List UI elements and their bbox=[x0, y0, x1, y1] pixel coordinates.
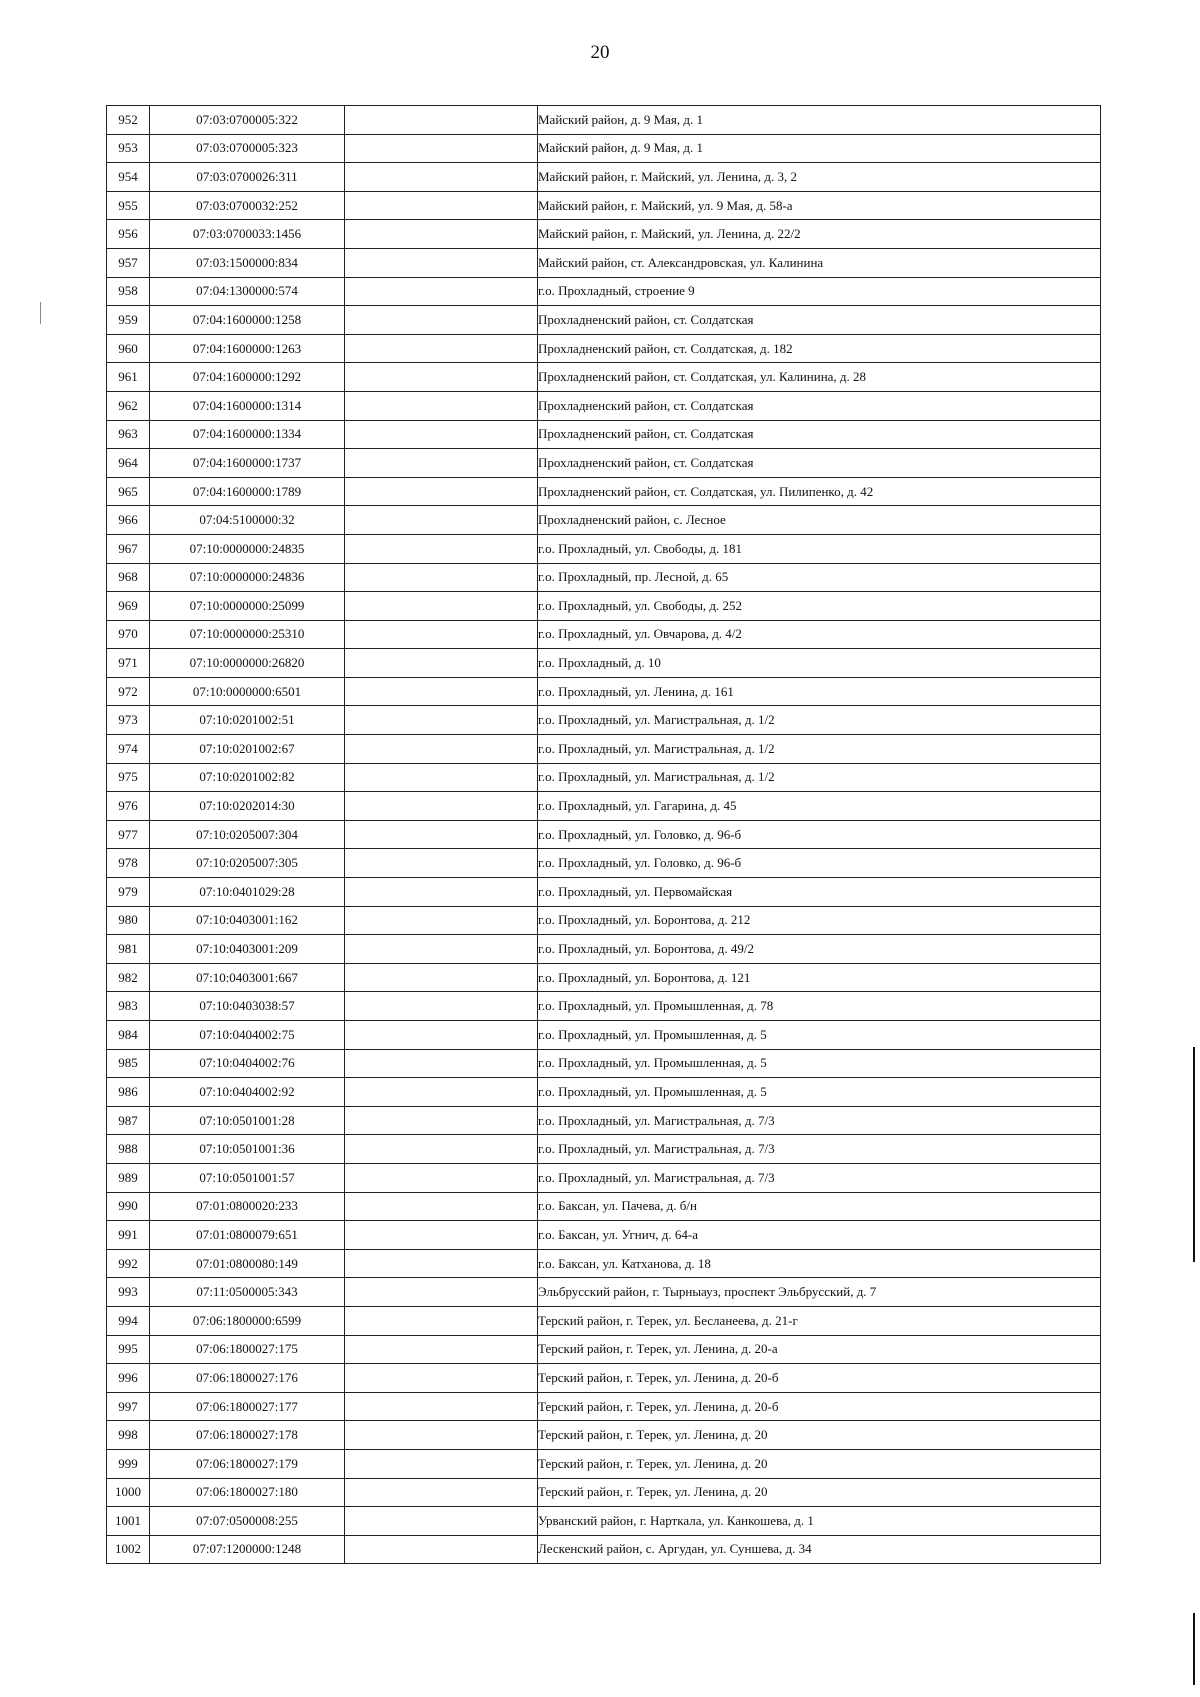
row-number-cell: 979 bbox=[107, 878, 150, 907]
row-number-cell: 958 bbox=[107, 277, 150, 306]
empty-cell bbox=[345, 1335, 538, 1364]
empty-cell bbox=[345, 1249, 538, 1278]
address-cell: г.о. Прохладный, ул. Свободы, д. 252 bbox=[538, 592, 1101, 621]
row-number-cell: 976 bbox=[107, 792, 150, 821]
address-cell: г.о. Прохладный, пр. Лесной, д. 65 bbox=[538, 563, 1101, 592]
row-number-cell: 977 bbox=[107, 820, 150, 849]
table-row bbox=[107, 992, 1101, 1021]
address-cell: г.о. Прохладный, ул. Головко, д. 96-б bbox=[538, 849, 1101, 878]
address-cell: г.о. Прохладный, ул. Магистральная, д. 7/3 bbox=[538, 1163, 1101, 1192]
row-number-cell: 972 bbox=[107, 677, 150, 706]
row-number-cell: 1001 bbox=[107, 1507, 150, 1536]
table-row bbox=[107, 1335, 1101, 1364]
cadastral-number-cell: 07:10:0000000:25310 bbox=[150, 620, 345, 649]
cadastral-number-cell: 07:01:0800020:233 bbox=[150, 1192, 345, 1221]
empty-cell bbox=[345, 1135, 538, 1164]
row-number-cell: 955 bbox=[107, 191, 150, 220]
cadastral-number-cell: 07:04:1600000:1263 bbox=[150, 334, 345, 363]
empty-cell bbox=[345, 849, 538, 878]
cadastral-number-cell: 07:01:0800080:149 bbox=[150, 1249, 345, 1278]
address-cell: г.о. Баксан, ул. Пачева, д. б/н bbox=[538, 1192, 1101, 1221]
row-number-cell: 998 bbox=[107, 1421, 150, 1450]
empty-cell bbox=[345, 649, 538, 678]
cadastral-number-cell: 07:03:0700032:252 bbox=[150, 191, 345, 220]
row-number-cell: 983 bbox=[107, 992, 150, 1021]
row-number-cell: 962 bbox=[107, 391, 150, 420]
address-cell: Урванский район, г. Нарткала, ул. Канкошева, д. 1 bbox=[538, 1507, 1101, 1536]
row-number-cell: 973 bbox=[107, 706, 150, 735]
empty-cell bbox=[345, 477, 538, 506]
row-number-cell: 980 bbox=[107, 906, 150, 935]
cadastral-number-cell: 07:03:0700005:323 bbox=[150, 134, 345, 163]
cadastral-number-cell: 07:06:1800000:6599 bbox=[150, 1306, 345, 1335]
address-cell: г.о. Прохладный, ул. Боронтова, д. 121 bbox=[538, 963, 1101, 992]
cadastral-number-cell: 07:06:1800027:176 bbox=[150, 1364, 345, 1393]
table-row bbox=[107, 763, 1101, 792]
row-number-cell: 993 bbox=[107, 1278, 150, 1307]
row-number-cell: 984 bbox=[107, 1021, 150, 1050]
row-number-cell: 960 bbox=[107, 334, 150, 363]
row-number-cell: 957 bbox=[107, 248, 150, 277]
empty-cell bbox=[345, 1535, 538, 1564]
empty-cell bbox=[345, 1221, 538, 1250]
table-row bbox=[107, 677, 1101, 706]
row-number-cell: 967 bbox=[107, 534, 150, 563]
empty-cell bbox=[345, 820, 538, 849]
row-number-cell: 999 bbox=[107, 1449, 150, 1478]
address-cell: Майский район, г. Майский, ул. Ленина, д. 22/2 bbox=[538, 220, 1101, 249]
row-number-cell: 995 bbox=[107, 1335, 150, 1364]
address-cell: г.о. Прохладный, ул. Гагарина, д. 45 bbox=[538, 792, 1101, 821]
address-cell: г.о. Прохладный, ул. Боронтова, д. 49/2 bbox=[538, 935, 1101, 964]
cadastral-number-cell: 07:10:0404002:92 bbox=[150, 1078, 345, 1107]
table-row bbox=[107, 1106, 1101, 1135]
row-number-cell: 1000 bbox=[107, 1478, 150, 1507]
empty-cell bbox=[345, 306, 538, 335]
address-cell: г.о. Прохладный, ул. Магистральная, д. 1/2 bbox=[538, 735, 1101, 764]
cadastral-number-cell: 07:10:0404002:75 bbox=[150, 1021, 345, 1050]
cadastral-number-cell: 07:10:0201002:51 bbox=[150, 706, 345, 735]
empty-cell bbox=[345, 420, 538, 449]
cadastral-number-cell: 07:07:1200000:1248 bbox=[150, 1535, 345, 1564]
row-number-cell: 989 bbox=[107, 1163, 150, 1192]
empty-cell bbox=[345, 277, 538, 306]
cadastral-number-cell: 07:04:5100000:32 bbox=[150, 506, 345, 535]
address-cell: Майский район, д. 9 Мая, д. 1 bbox=[538, 134, 1101, 163]
cadastral-number-cell: 07:06:1800027:177 bbox=[150, 1392, 345, 1421]
row-number-cell: 970 bbox=[107, 620, 150, 649]
empty-cell bbox=[345, 248, 538, 277]
cadastral-number-cell: 07:10:0205007:305 bbox=[150, 849, 345, 878]
row-number-cell: 986 bbox=[107, 1078, 150, 1107]
address-cell: г.о. Прохладный, ул. Боронтова, д. 212 bbox=[538, 906, 1101, 935]
empty-cell bbox=[345, 163, 538, 192]
table-row bbox=[107, 792, 1101, 821]
empty-cell bbox=[345, 1421, 538, 1450]
empty-cell bbox=[345, 1507, 538, 1536]
cadastral-number-cell: 07:10:0205007:304 bbox=[150, 820, 345, 849]
table-row bbox=[107, 1535, 1101, 1564]
cadastral-number-cell: 07:03:0700033:1456 bbox=[150, 220, 345, 249]
empty-cell bbox=[345, 391, 538, 420]
row-number-cell: 991 bbox=[107, 1221, 150, 1250]
row-number-cell: 964 bbox=[107, 449, 150, 478]
row-number-cell: 966 bbox=[107, 506, 150, 535]
address-cell: Прохладненский район, ст. Солдатская bbox=[538, 391, 1101, 420]
table-row bbox=[107, 1135, 1101, 1164]
empty-cell bbox=[345, 1364, 538, 1393]
cadastral-number-cell: 07:10:0000000:24836 bbox=[150, 563, 345, 592]
empty-cell bbox=[345, 677, 538, 706]
cadastral-number-cell: 07:06:1800027:178 bbox=[150, 1421, 345, 1450]
row-number-cell: 994 bbox=[107, 1306, 150, 1335]
table-row bbox=[107, 620, 1101, 649]
address-cell: Терский район, г. Терек, ул. Ленина, д. 20-б bbox=[538, 1392, 1101, 1421]
table-row bbox=[107, 134, 1101, 163]
empty-cell bbox=[345, 1021, 538, 1050]
table-row bbox=[107, 1221, 1101, 1250]
address-cell: г.о. Прохладный, строение 9 bbox=[538, 277, 1101, 306]
address-cell: г.о. Прохладный, д. 10 bbox=[538, 649, 1101, 678]
table-row bbox=[107, 963, 1101, 992]
cadastral-number-cell: 07:10:0403001:667 bbox=[150, 963, 345, 992]
empty-cell bbox=[345, 334, 538, 363]
registry-table-body bbox=[107, 106, 1101, 1564]
cadastral-number-cell: 07:10:0000000:24835 bbox=[150, 534, 345, 563]
empty-cell bbox=[345, 220, 538, 249]
address-cell: г.о. Прохладный, ул. Свободы, д. 181 bbox=[538, 534, 1101, 563]
empty-cell bbox=[345, 878, 538, 907]
address-cell: Терский район, г. Терек, ул. Ленина, д. 20 bbox=[538, 1449, 1101, 1478]
row-number-cell: 969 bbox=[107, 592, 150, 621]
address-cell: г.о. Прохладный, ул. Овчарова, д. 4/2 bbox=[538, 620, 1101, 649]
cadastral-number-cell: 07:10:0000000:25099 bbox=[150, 592, 345, 621]
row-number-cell: 959 bbox=[107, 306, 150, 335]
row-number-cell: 978 bbox=[107, 849, 150, 878]
cadastral-number-cell: 07:04:1600000:1258 bbox=[150, 306, 345, 335]
address-cell: Прохладненский район, ст. Солдатская, д. 182 bbox=[538, 334, 1101, 363]
table-row bbox=[107, 592, 1101, 621]
table-row bbox=[107, 220, 1101, 249]
address-cell: Терский район, г. Терек, ул. Ленина, д. 20-б bbox=[538, 1364, 1101, 1393]
table-row bbox=[107, 1049, 1101, 1078]
table-row bbox=[107, 248, 1101, 277]
address-cell: г.о. Прохладный, ул. Промышленная, д. 5 bbox=[538, 1021, 1101, 1050]
row-number-cell: 975 bbox=[107, 763, 150, 792]
table-row bbox=[107, 1078, 1101, 1107]
cadastral-number-cell: 07:03:0700026:311 bbox=[150, 163, 345, 192]
cadastral-number-cell: 07:10:0401029:28 bbox=[150, 878, 345, 907]
cadastral-number-cell: 07:10:0000000:26820 bbox=[150, 649, 345, 678]
cadastral-number-cell: 07:04:1600000:1314 bbox=[150, 391, 345, 420]
table-row bbox=[107, 563, 1101, 592]
table-row bbox=[107, 277, 1101, 306]
cadastral-number-cell: 07:10:0202014:30 bbox=[150, 792, 345, 821]
table-row bbox=[107, 649, 1101, 678]
address-cell: г.о. Прохладный, ул. Первомайская bbox=[538, 878, 1101, 907]
cadastral-number-cell: 07:06:1800027:179 bbox=[150, 1449, 345, 1478]
table-row bbox=[107, 1163, 1101, 1192]
cadastral-number-cell: 07:06:1800027:180 bbox=[150, 1478, 345, 1507]
empty-cell bbox=[345, 1306, 538, 1335]
address-cell: г.о. Прохладный, ул. Промышленная, д. 78 bbox=[538, 992, 1101, 1021]
empty-cell bbox=[345, 191, 538, 220]
address-cell: Терский район, г. Терек, ул. Ленина, д. 20 bbox=[538, 1478, 1101, 1507]
row-number-cell: 997 bbox=[107, 1392, 150, 1421]
empty-cell bbox=[345, 1049, 538, 1078]
address-cell: Прохладненский район, ст. Солдатская bbox=[538, 306, 1101, 335]
table-row bbox=[107, 1021, 1101, 1050]
row-number-cell: 954 bbox=[107, 163, 150, 192]
cadastral-number-cell: 07:07:0500008:255 bbox=[150, 1507, 345, 1536]
empty-cell bbox=[345, 134, 538, 163]
address-cell: Прохладненский район, ст. Солдатская bbox=[538, 449, 1101, 478]
cadastral-number-cell: 07:10:0501001:28 bbox=[150, 1106, 345, 1135]
table-row bbox=[107, 878, 1101, 907]
table-row bbox=[107, 906, 1101, 935]
address-cell: г.о. Прохладный, ул. Магистральная, д. 1/2 bbox=[538, 763, 1101, 792]
row-number-cell: 982 bbox=[107, 963, 150, 992]
table-row bbox=[107, 1249, 1101, 1278]
table-row bbox=[107, 1278, 1101, 1307]
address-cell: г.о. Прохладный, ул. Промышленная, д. 5 bbox=[538, 1078, 1101, 1107]
address-cell: Терский район, г. Терек, ул. Ленина, д. 20 bbox=[538, 1421, 1101, 1450]
cadastral-number-cell: 07:10:0501001:57 bbox=[150, 1163, 345, 1192]
address-cell: г.о. Прохладный, ул. Ленина, д. 161 bbox=[538, 677, 1101, 706]
address-cell: Прохладненский район, ст. Солдатская, ул. Пилипенко, д. 42 bbox=[538, 477, 1101, 506]
cadastral-number-cell: 07:10:0403001:209 bbox=[150, 935, 345, 964]
table-row bbox=[107, 449, 1101, 478]
scan-edge-mark bbox=[40, 302, 41, 324]
row-number-cell: 1002 bbox=[107, 1535, 150, 1564]
cadastral-number-cell: 07:04:1600000:1789 bbox=[150, 477, 345, 506]
empty-cell bbox=[345, 449, 538, 478]
cadastral-number-cell: 07:10:0000000:6501 bbox=[150, 677, 345, 706]
table-row bbox=[107, 706, 1101, 735]
address-cell: Терский район, г. Терек, ул. Бесланеева, д. 21-г bbox=[538, 1306, 1101, 1335]
address-cell: г.о. Прохладный, ул. Промышленная, д. 5 bbox=[538, 1049, 1101, 1078]
row-number-cell: 968 bbox=[107, 563, 150, 592]
table-row bbox=[107, 1306, 1101, 1335]
address-cell: Майский район, г. Майский, ул. Ленина, д. 3, 2 bbox=[538, 163, 1101, 192]
address-cell: Майский район, г. Майский, ул. 9 Мая, д. 58-а bbox=[538, 191, 1101, 220]
cadastral-number-cell: 07:04:1300000:574 bbox=[150, 277, 345, 306]
cadastral-number-cell: 07:10:0501001:36 bbox=[150, 1135, 345, 1164]
row-number-cell: 996 bbox=[107, 1364, 150, 1393]
address-cell: г.о. Баксан, ул. Угнич, д. 64-а bbox=[538, 1221, 1101, 1250]
registry-table bbox=[106, 105, 1101, 1564]
row-number-cell: 988 bbox=[107, 1135, 150, 1164]
address-cell: Лескенский район, с. Аргудан, ул. Суншева, д. 34 bbox=[538, 1535, 1101, 1564]
table-row bbox=[107, 735, 1101, 764]
table-row bbox=[107, 1449, 1101, 1478]
empty-cell bbox=[345, 592, 538, 621]
empty-cell bbox=[345, 792, 538, 821]
row-number-cell: 961 bbox=[107, 363, 150, 392]
page-number: 20 bbox=[590, 42, 610, 63]
cadastral-number-cell: 07:04:1600000:1292 bbox=[150, 363, 345, 392]
row-number-cell: 953 bbox=[107, 134, 150, 163]
row-number-cell: 992 bbox=[107, 1249, 150, 1278]
address-cell: г.о. Баксан, ул. Катханова, д. 18 bbox=[538, 1249, 1101, 1278]
table-row bbox=[107, 534, 1101, 563]
row-number-cell: 981 bbox=[107, 935, 150, 964]
table-row bbox=[107, 477, 1101, 506]
cadastral-number-cell: 07:03:0700005:322 bbox=[150, 106, 345, 135]
cadastral-number-cell: 07:10:0201002:67 bbox=[150, 735, 345, 764]
empty-cell bbox=[345, 1278, 538, 1307]
address-cell: Майский район, д. 9 Мая, д. 1 bbox=[538, 106, 1101, 135]
cadastral-number-cell: 07:04:1600000:1737 bbox=[150, 449, 345, 478]
address-cell: г.о. Прохладный, ул. Магистральная, д. 7/3 bbox=[538, 1135, 1101, 1164]
cadastral-number-cell: 07:10:0403001:162 bbox=[150, 906, 345, 935]
table-row bbox=[107, 1478, 1101, 1507]
address-cell: Прохладненский район, ст. Солдатская, ул. Калинина, д. 28 bbox=[538, 363, 1101, 392]
empty-cell bbox=[345, 106, 538, 135]
cadastral-number-cell: 07:06:1800027:175 bbox=[150, 1335, 345, 1364]
table-row bbox=[107, 1364, 1101, 1393]
cadastral-number-cell: 07:11:0500005:343 bbox=[150, 1278, 345, 1307]
empty-cell bbox=[345, 1478, 538, 1507]
row-number-cell: 987 bbox=[107, 1106, 150, 1135]
address-cell: г.о. Прохладный, ул. Магистральная, д. 7/3 bbox=[538, 1106, 1101, 1135]
empty-cell bbox=[345, 1078, 538, 1107]
scan-edge-mark bbox=[1193, 1613, 1195, 1685]
table-row bbox=[107, 849, 1101, 878]
table-row bbox=[107, 506, 1101, 535]
table-row bbox=[107, 820, 1101, 849]
empty-cell bbox=[345, 506, 538, 535]
table-row bbox=[107, 363, 1101, 392]
table-row bbox=[107, 1507, 1101, 1536]
scan-edge-mark bbox=[1193, 1047, 1195, 1262]
table-row bbox=[107, 1192, 1101, 1221]
row-number-cell: 990 bbox=[107, 1192, 150, 1221]
address-cell: Терский район, г. Терек, ул. Ленина, д. 20-а bbox=[538, 1335, 1101, 1364]
table-row bbox=[107, 191, 1101, 220]
address-cell: Майский район, ст. Александровская, ул. Калинина bbox=[538, 248, 1101, 277]
table-row bbox=[107, 391, 1101, 420]
row-number-cell: 956 bbox=[107, 220, 150, 249]
address-cell: Прохладненский район, ст. Солдатская bbox=[538, 420, 1101, 449]
empty-cell bbox=[345, 763, 538, 792]
cadastral-number-cell: 07:04:1600000:1334 bbox=[150, 420, 345, 449]
empty-cell bbox=[345, 1192, 538, 1221]
table-row bbox=[107, 163, 1101, 192]
row-number-cell: 971 bbox=[107, 649, 150, 678]
empty-cell bbox=[345, 1449, 538, 1478]
empty-cell bbox=[345, 906, 538, 935]
row-number-cell: 952 bbox=[107, 106, 150, 135]
empty-cell bbox=[345, 1163, 538, 1192]
cadastral-number-cell: 07:01:0800079:651 bbox=[150, 1221, 345, 1250]
address-cell: Эльбрусский район, г. Тырныауз, проспект Эльбрусский, д. 7 bbox=[538, 1278, 1101, 1307]
empty-cell bbox=[345, 935, 538, 964]
cadastral-number-cell: 07:10:0201002:82 bbox=[150, 763, 345, 792]
empty-cell bbox=[345, 706, 538, 735]
table-row bbox=[107, 306, 1101, 335]
empty-cell bbox=[345, 735, 538, 764]
row-number-cell: 965 bbox=[107, 477, 150, 506]
row-number-cell: 985 bbox=[107, 1049, 150, 1078]
row-number-cell: 963 bbox=[107, 420, 150, 449]
empty-cell bbox=[345, 963, 538, 992]
empty-cell bbox=[345, 1106, 538, 1135]
address-cell: г.о. Прохладный, ул. Магистральная, д. 1/2 bbox=[538, 706, 1101, 735]
cadastral-number-cell: 07:10:0404002:76 bbox=[150, 1049, 345, 1078]
empty-cell bbox=[345, 1392, 538, 1421]
table-row bbox=[107, 1421, 1101, 1450]
row-number-cell: 974 bbox=[107, 735, 150, 764]
address-cell: Прохладненский район, с. Лесное bbox=[538, 506, 1101, 535]
cadastral-number-cell: 07:10:0403038:57 bbox=[150, 992, 345, 1021]
empty-cell bbox=[345, 620, 538, 649]
empty-cell bbox=[345, 563, 538, 592]
table-row bbox=[107, 935, 1101, 964]
empty-cell bbox=[345, 363, 538, 392]
table-row bbox=[107, 106, 1101, 135]
address-cell: г.о. Прохладный, ул. Головко, д. 96-б bbox=[538, 820, 1101, 849]
empty-cell bbox=[345, 534, 538, 563]
table-row bbox=[107, 1392, 1101, 1421]
table-row bbox=[107, 420, 1101, 449]
empty-cell bbox=[345, 992, 538, 1021]
table-row bbox=[107, 334, 1101, 363]
cadastral-number-cell: 07:03:1500000:834 bbox=[150, 248, 345, 277]
